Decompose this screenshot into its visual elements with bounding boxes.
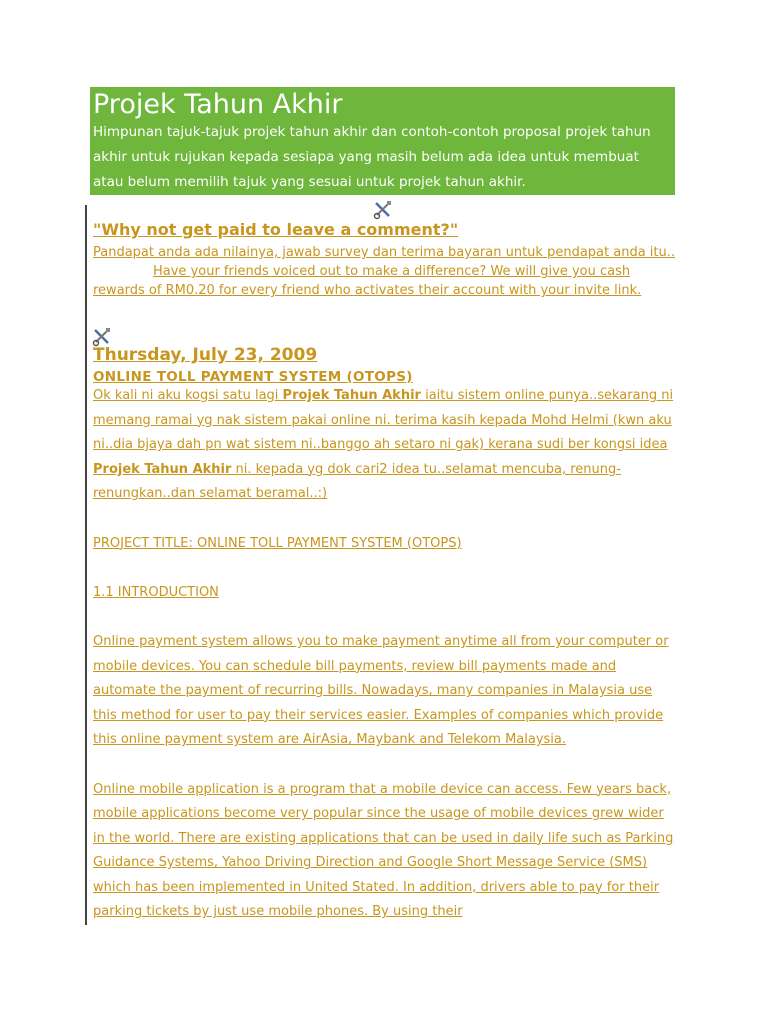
post-title[interactable]: ONLINE TOLL PAYMENT SYSTEM (OTOPS) <box>93 369 413 385</box>
section-heading: 1.1 INTRODUCTION <box>93 584 219 600</box>
promo-heading[interactable]: "Why not get paid to leave a comment?" <box>93 220 459 239</box>
post-date: Thursday, July 23, 2009 <box>93 345 318 365</box>
post-body <box>93 384 678 925</box>
blog-description: Himpunan tajuk-tajuk projek tahun akhir dan contoh-contoh proposal projek tahun akhir untuk rujukan kepada sesiapa yang masih belum ada idea untuk membuat atau belum memilih tajuk yang sesuai untuk projek tahun akhir. <box>93 124 651 190</box>
intro-text: Ok kali ni aku kogsi satu lagi <box>93 388 283 403</box>
intro-text: iaitu sistem online punya..sekarang ni memang ramai yg nak sistem pakai online ni. terima kasih kepada Mohd Helmi (kwn aku ni..dia bjaya dah pn wat sistem ni..banggo ah setaro ni gak) kerana sudi ber kongsi idea <box>93 388 674 453</box>
paragraph-1: Online payment system allows you to make payment anytime all from your computer or mobile devices. You can schedule bill payments, review bill payments made and automate the payment of recurring bills. Nowadays, many companies in Malaysia use this method for user to pay their services easier. Examples of companies which provide this online payment system are AirAsia, Maybank and Telekom Malaysia. <box>93 633 669 748</box>
promo-link-invite[interactable]: Have your friends voiced out to make a difference? We will give you cash rewards of RM0.20 for every friend who activates their account with your invite link. <box>93 264 642 298</box>
post-intro <box>93 384 678 507</box>
intro-keyword-link[interactable]: Projek Tahun Akhir <box>93 461 232 477</box>
blog-header <box>90 87 675 195</box>
left-border-line <box>85 205 87 925</box>
project-title: PROJECT TITLE: ONLINE TOLL PAYMENT SYSTEM (OTOPS) <box>93 535 462 551</box>
promo-link-survey[interactable]: Pandapat anda ada nilainya, jawab survey dan terima bayaran untuk pendapat anda itu.. <box>93 245 676 260</box>
intro-keyword-link[interactable]: Projek Tahun Akhir <box>282 388 421 403</box>
paragraph-2: Online mobile application is a program that a mobile device can access. Few years back, mobile applications become very popular since the usage of mobile devices grew wider in the world. There are existing applications that can be used in daily life such as Parking Guidance Systems, Yahoo Driving Direction and Google Short Message Service (SMS) which has been implemented in United Stated. In addition, drivers able to pay for their parking tickets by just use mobile phones. By using their <box>93 781 674 920</box>
blog-title[interactable]: Projek Tahun Akhir <box>93 89 343 120</box>
intro-text: ni. kepada yg dok cari2 idea tu..selamat mencuba, renung-renungkan..dan selamat beramal..:) <box>93 461 621 502</box>
tools-icon[interactable] <box>373 200 393 220</box>
promo-text <box>93 243 678 300</box>
